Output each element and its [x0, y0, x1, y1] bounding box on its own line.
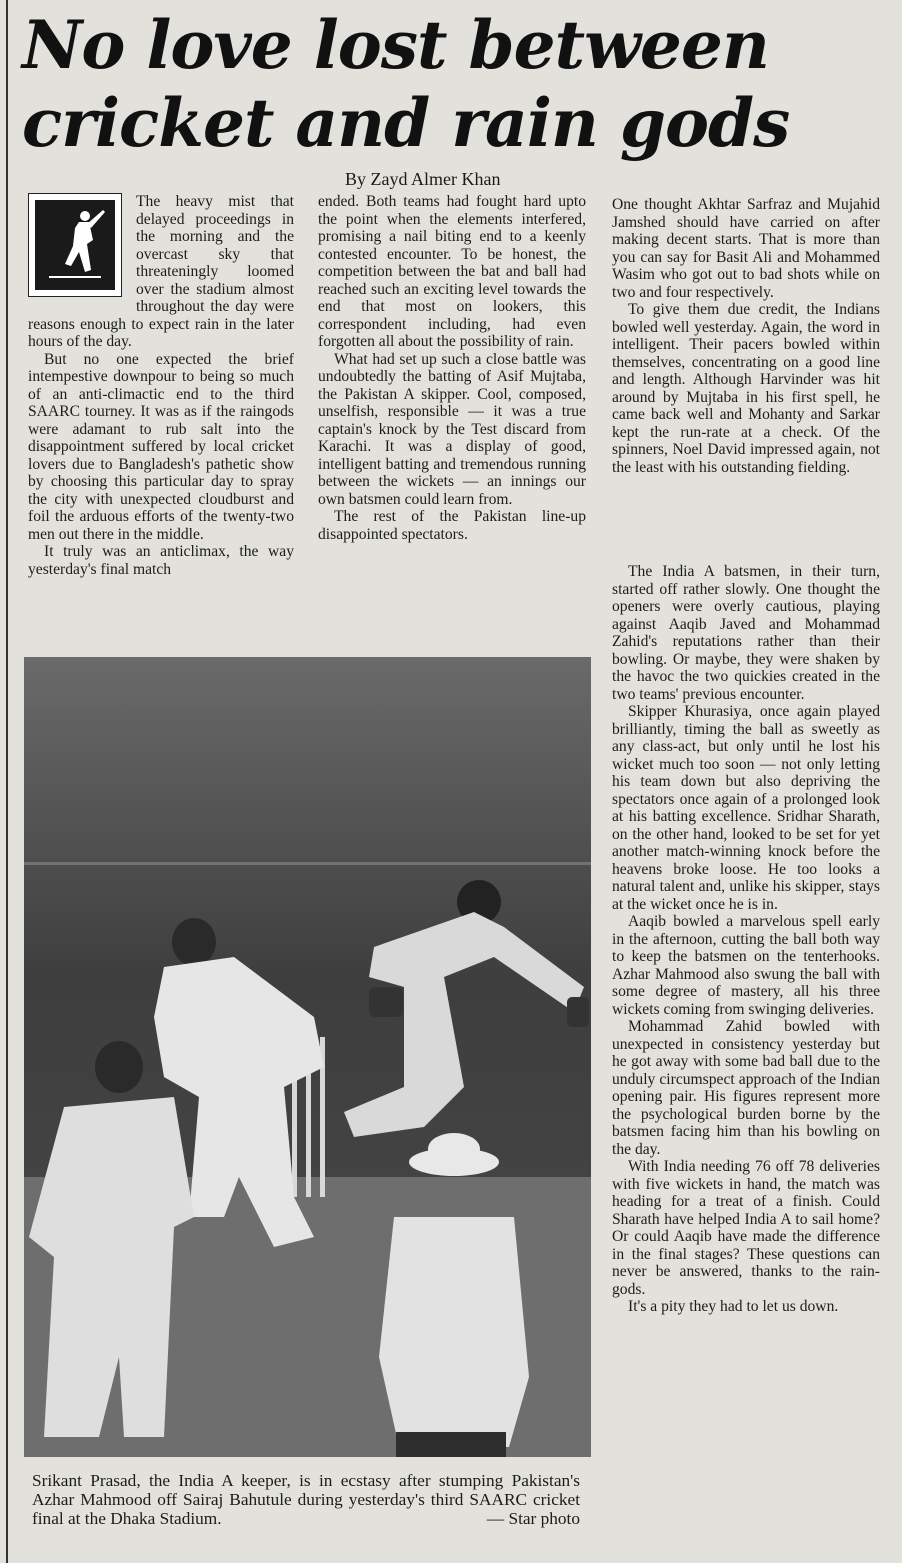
column-rule	[6, 0, 8, 1563]
paragraph: What had set up such a close battle was undoubtedly the batting of Asif Mujtaba, the Pakistan A skipper. Cool, composed, unselfish, responsible — it was a true captain's knock by the Test discard from Karachi. It was a display of good, intelligent batting and tremendous running between the wickets — an innings our own batsmen could learn from.	[318, 350, 586, 508]
paragraph: The heavy mist that delayed proceedings in the morning and the overcast sky that threateningly loomed over the stadium almost throughout the day were reasons enough to expect rain in the later hours of the day.	[28, 193, 294, 350]
photo-illustration	[24, 657, 591, 1457]
paragraph: Mohammad Zahid bowled with unexpected in consistency yesterday but he got away with some bad ball due to the unduly circumspect approach of the Indian opening pair. His figures represent more the psychological burden borne by the batsmen facing him than his bowling on the day.	[612, 1018, 880, 1158]
photo-caption	[32, 1471, 580, 1528]
section-logo	[28, 193, 122, 297]
paragraph: Aaqib bowled a marvelous spell early in the afternoon, cutting the ball both way to keep the batsmen on the tenterhooks. Azhar Mahmood also swung the ball with some degree of mastery, all his three wickets coming from swinging deliveries.	[612, 913, 880, 1018]
paragraph: It's a pity they had to let us down.	[628, 1298, 839, 1315]
article-column-3-top	[612, 196, 880, 476]
cricket-batsman-icon	[35, 200, 115, 290]
paragraph: ended. Both teams had fought hard upto the point when the elements interfered, promising a nail biting end to a keenly contested encounter. To be honest, the competition between the bat and ball had reached such an exciting level towards the end that most on lookers, this correspondent including, had even forgotten all about the possibility of rain.	[318, 193, 586, 350]
article-column-3-bottom	[612, 563, 880, 1316]
byline: By Zayd Almer Khan	[345, 169, 501, 189]
paragraph: It truly was an anticlimax, the way yesterday's final match	[28, 543, 294, 578]
paragraph: The India A batsmen, in their turn, started off rather slowly. One thought the openers were overly cautious, playing against Aaqib Javed and Mohammad Zahid's reputations rather than their bowling. Or maybe, they were shaken by the havoc the two quickies created in the two teams' previous encounter.	[612, 563, 880, 703]
paragraph: One thought Akhtar Sarfraz and Mujahid Jamshed should have carried on after making decent starts. That is more than you can say for Basit Ali and Mohammed Wasim who got out to bad shots while on two and four respectively.	[612, 196, 880, 301]
logo-background	[35, 200, 115, 290]
photo-credit: — Star photo	[486, 1509, 580, 1528]
paragraph: Skipper Khurasiya, once again played brilliantly, timing the ball as sweetly as any class-act, but only until he lost his wicket much too soon — not only letting his team down but also depriving the spectators once again of a prolonged look at his batting excellence. Sridhar Sharath, on the other hand, looked to be set for yet another match-winning knock before the heavens broke loose. He too looks a natural talent and, unlike his skipper, stays at the wicket once he is in.	[612, 703, 880, 913]
headline: No love lost between cricket and rain gods	[22, 6, 790, 162]
caption-text: Srikant Prasad, the India A keeper, is in ecstasy after stumping Pakistan's Azhar Mahmood off Sairaj Bahutule during yesterday's third SAARC cricket final at the Dhaka Stadium.	[32, 1471, 580, 1528]
article-column-2	[318, 193, 586, 543]
paragraph: To give them due credit, the Indians bowled well yesterday. Again, the word in intelligent. Their pacers bowled within themselves, concentrating on a good line and length. Although Harvinder was hit around by Mujtaba in his first spell, he came back well and Mohanty and Sarkar kept the run-rate at a check. Of the spinners, Noel David impressed again, not the least with his outstanding fielding.	[612, 301, 880, 476]
paragraph: But no one expected the brief intempestive downpour to being so much of an anti-climactic end to the third SAARC tourney. It was as if the raingods were adamant to rub salt into the disappointment suffered by local cricket lovers due to Bangladesh's pathetic show by choosing this particular day to spray the city with unexpected cloudburst and foil the arduous efforts of the twenty-two men out there in the middle.	[28, 350, 294, 543]
cricket-match-photo	[24, 657, 591, 1457]
paragraph: With India needing 76 off 78 deliveries with five wickets in hand, the match was heading for a treat of a finish. Could Sharath have helped India A to sail home? Or could Aaqib have made the difference in the final stages? These questions can never be answered, thanks to the rain-gods.	[612, 1158, 880, 1298]
paragraph: The rest of the Pakistan line-up disappointed spectators.	[318, 508, 586, 543]
article-column-1	[28, 193, 294, 578]
